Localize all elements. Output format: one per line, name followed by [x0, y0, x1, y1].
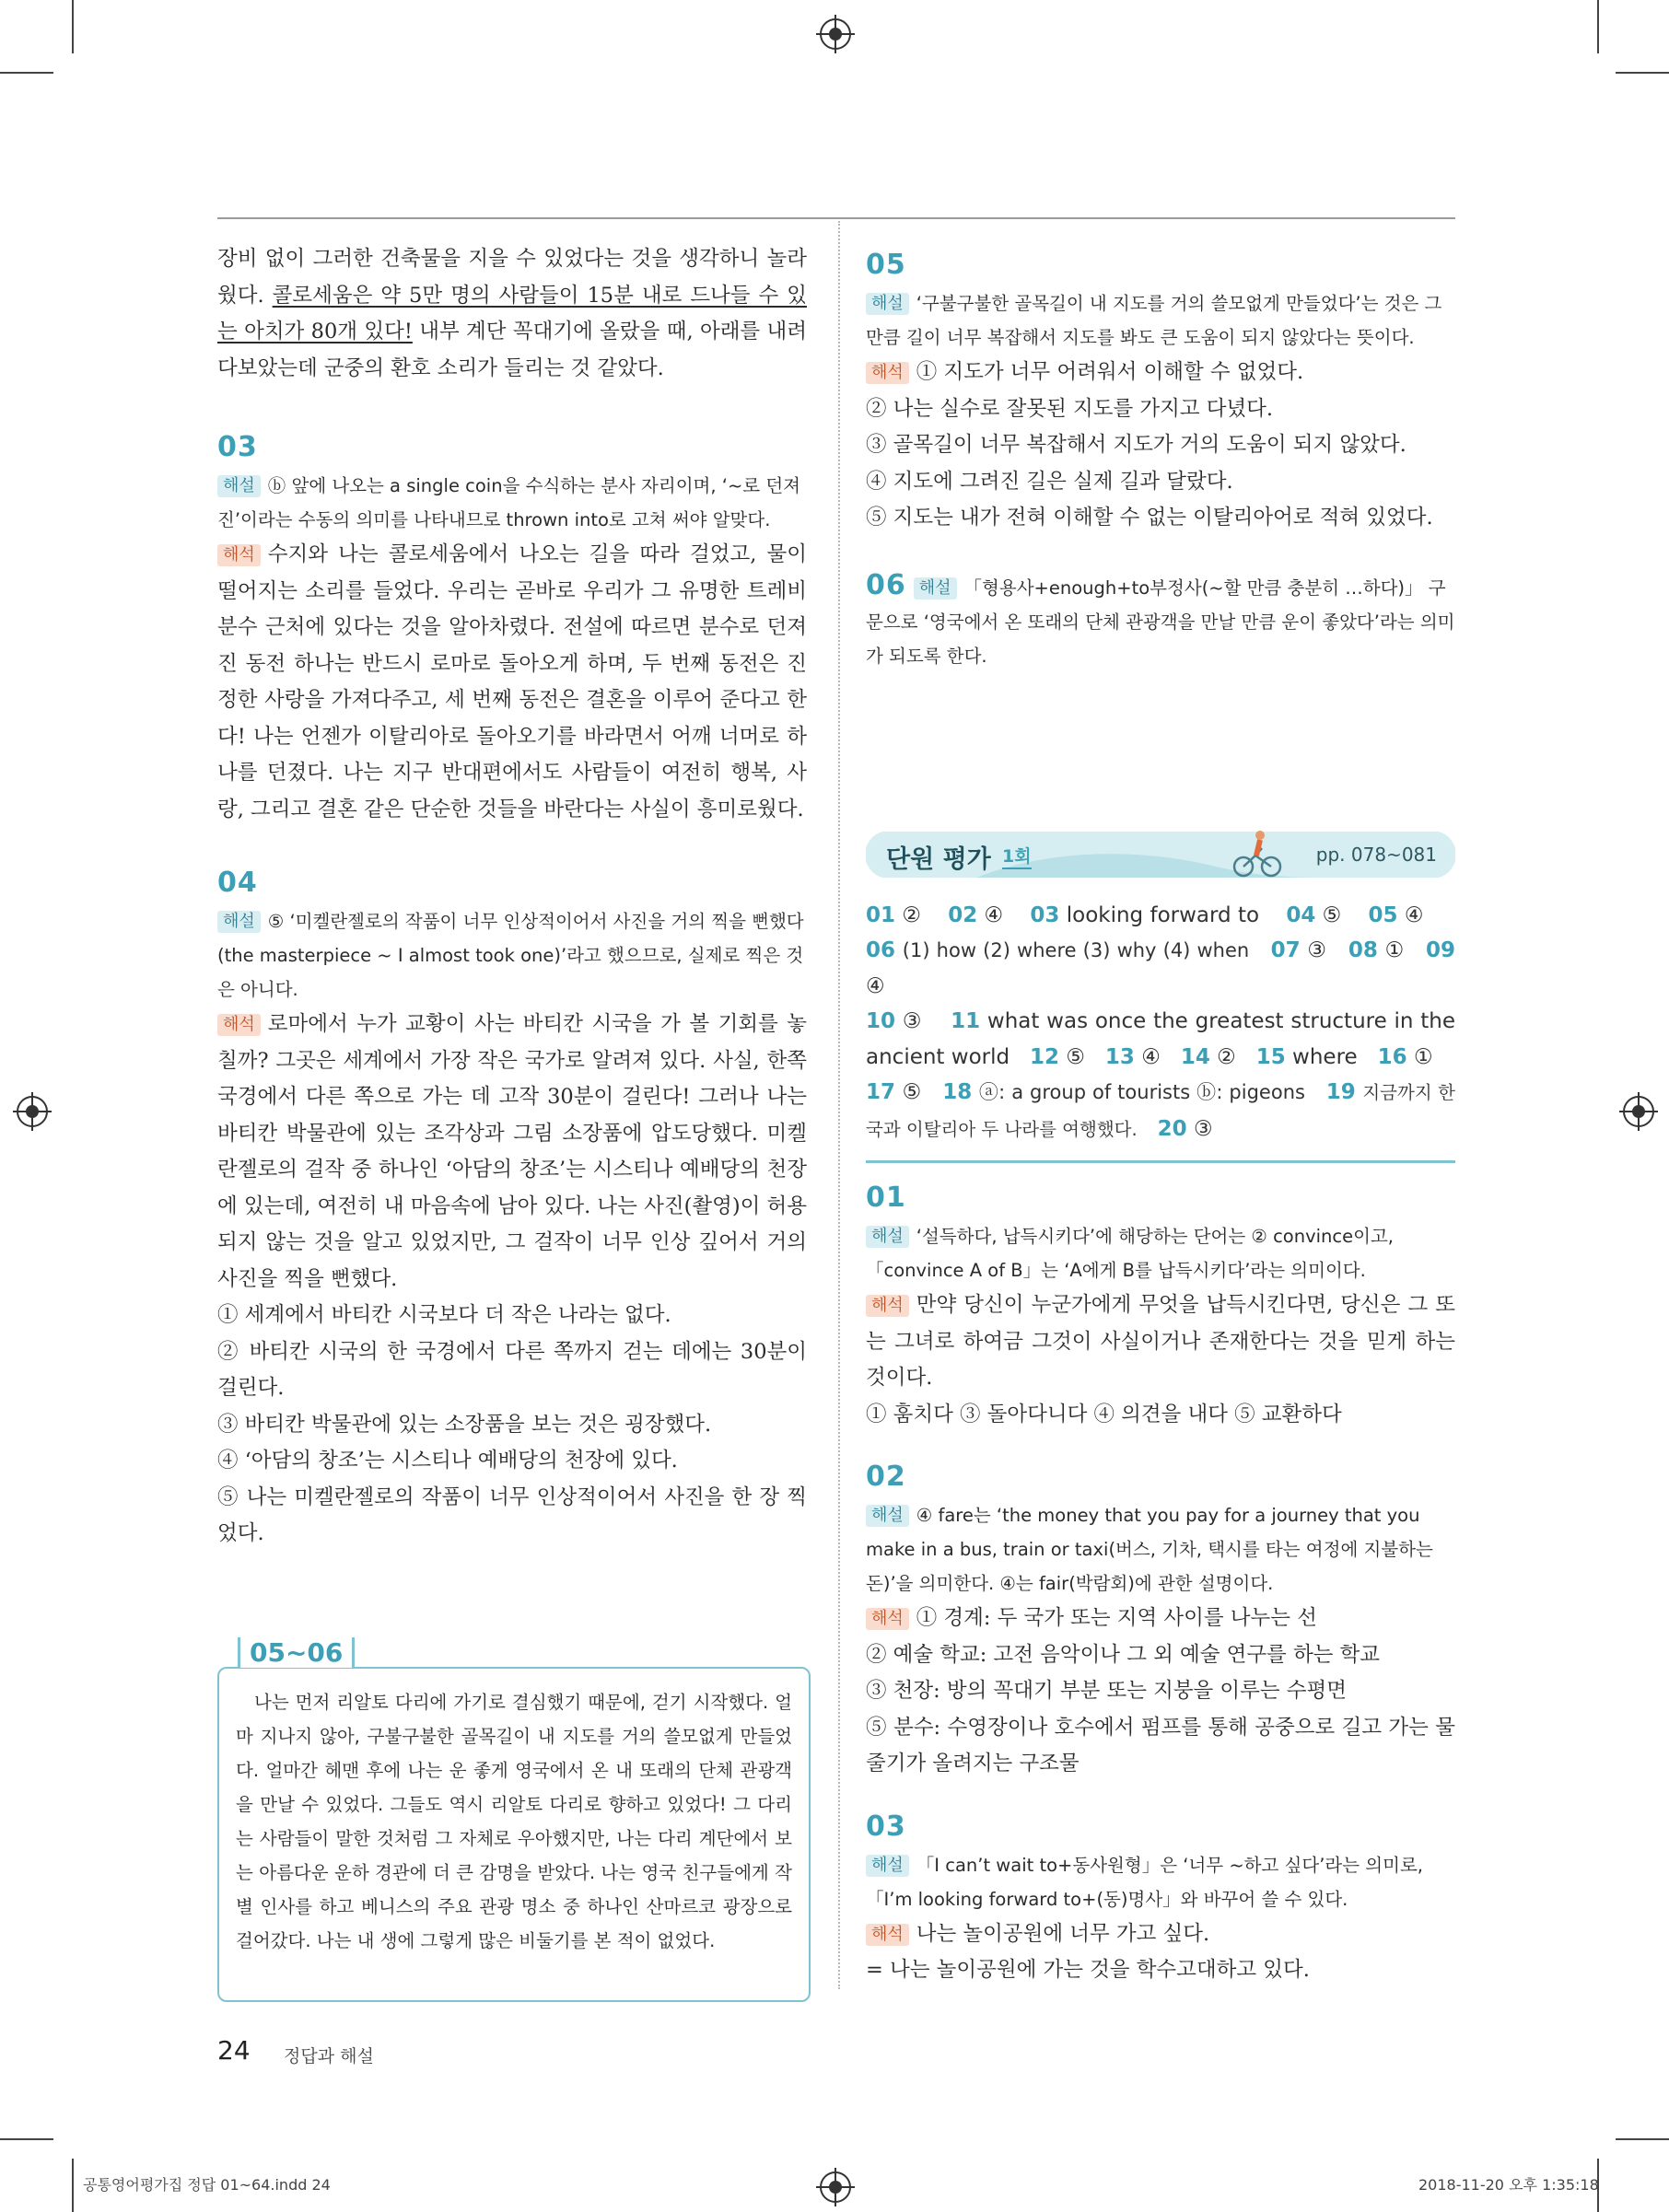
option: ② 바티칸 시국의 한 국경에서 다른 쪽까지 걷는 데에는 30분이 걸린다. — [217, 1339, 807, 1400]
crop-mark — [72, 2159, 74, 2212]
right-column — [866, 241, 1455, 1989]
translation: 해석 나는 놀이공원에 너무 가고 싶다. — [866, 1916, 1455, 1953]
answer-item: 03 looking forward to — [1030, 902, 1260, 927]
explanation: 해설 ‘설득하다, 납득시키다’에 해당하는 단어는 ② convince이고, 「convince A of B」는 ‘A에게 B를 납득시키다’라는 의미이다. — [866, 1226, 1394, 1281]
column-divider — [838, 221, 840, 1989]
answer-item: 04 ⑤ — [1286, 902, 1342, 927]
passage-text: 나는 먼저 리알토 다리에 가기로 결심했기 때문에, 걷기 시작했다. 얼마 지나지 않아, 구불구불한 골목길이 내 지도를 거의 쓸모없게 만들었다. 얼마간 헤맨 후에 나는 운 좋게 영국에서 온 내 또래의 단체 관광객을 만날 수 있었다. 그들도 역시 리알토 다리로 향하고 있었다! 그 다리는 사람들이 말한 것처럼 그 자체로 우아했지만, 나는 다리 계단에서 보는 아름다운 운하 경관에 더 큰 감명을 받았다. 나는 영국 친구들에게 작별 인사를 하고 베니스의 주요 관광 명소 중 하나인 산마르코 광장으로 걸어갔다. 나는 내 생에 그렇게 많은 비둘기를 본 적이 없었다. — [236, 1692, 792, 1951]
option: ⑤ 나는 미켈란젤로의 작품이 너무 인상적이어서 사진을 한 장 찍었다. — [217, 1484, 807, 1545]
answer-item: 06 (1) how (2) where (3) why (4) when — [866, 938, 1250, 962]
explanation: 06 해설 「형용사+enough+to부정사(~할 만큼 충분히 …하다)」 구문으로 ‘영국에서 온 또래의 단체 관광객을 만날 만큼 운이 좋았다’라는 의미가 되도록 한다. — [866, 568, 1455, 667]
translation: 해석 수지와 나는 콜로세움에서 나오는 길을 따라 걸었고, 물이 떨어지는 소리를 들었다. 우리는 곧바로 우리가 그 유명한 트레비 분수 근처에 있다는 것을 알아차렸다. 전설에 따르면 분수로 던져진 동전 하나는 반드시 로마로 돌아오게 하며, 두 번째 동전은 진정한 사랑을 가져다주고, 세 번째 동전은 결혼을 이루어 준다고 한다! 나는 언젠가 이탈리아로 돌아오기를 바라면서 어깨 너머로 하나를 던졌다. 나는 지구 반대편에서도 사람들이 여전히 행복, 사랑, 그리고 결혼 같은 단순한 것들을 바란다는 사실이 흥미로웠다. — [217, 542, 807, 821]
section-label: 03 — [866, 1810, 906, 1843]
option: ① 세계에서 바티칸 시국보다 더 작은 나라는 없다. — [217, 1303, 671, 1327]
explanation: 해설 ④ fare는 ‘the money that you pay for a journey that you make in a bus, train or taxi(버스, 기차, 택시를 타는 여정에 지불하는 돈)’을 의미한다. ④는 fair(박람회)에 관한 설명이다. — [866, 1505, 1433, 1594]
registration-mark-icon — [820, 2171, 851, 2203]
option: ① 훔치다 ③ 돌아다니다 ④ 의견을 내다 ⑤ 교환하다 — [866, 1402, 1342, 1426]
unit-assessment-banner — [866, 830, 1455, 879]
option: ⑤ 지도는 내가 전혀 이해할 수 없는 이탈리아어로 적혀 있었다. — [866, 506, 1433, 530]
footer-label: 정답과 해설 — [284, 2046, 374, 2066]
unit-pages: pp. 078~081 — [1315, 843, 1437, 866]
option: ③ 바티칸 박물관에 있는 소장품을 보는 것은 굉장했다. — [217, 1412, 712, 1437]
option: 해석 ① 경계: 두 국가 또는 지역 사이를 나누는 선 — [866, 1601, 1455, 1637]
option: ② 나는 실수로 잘못된 지도를 가지고 다녔다. — [866, 396, 1274, 421]
registration-mark-icon — [1623, 1096, 1654, 1127]
option: ④ ‘아담의 창조’는 시스티나 예배당의 천장에 있다. — [217, 1449, 678, 1473]
answer-item: 14 ② — [1180, 1044, 1236, 1069]
crop-mark — [1616, 72, 1669, 74]
answer-item: 10 ③ — [866, 1009, 922, 1033]
section-label: 04 — [217, 867, 258, 899]
crop-mark — [1616, 2138, 1669, 2140]
option: ③ 천장: 방의 꼭대기 부분 또는 지붕을 이루는 수평면 — [866, 1679, 1347, 1703]
section-label: 01 — [866, 1182, 906, 1214]
passage-label: 05~06 — [238, 1637, 355, 1668]
option: ⑤ 분수: 수영장이나 호수에서 펌프를 통해 공중으로 길고 가는 물줄기가 올려지는 구조물 — [866, 1715, 1455, 1775]
translation: 해석 로마에서 누가 교황이 사는 바티칸 시국을 가 볼 기회를 놓칠까? 그곳은 세계에서 가장 작은 국가로 알려져 있다. 사실, 한쪽 국경에서 다른 쪽으로 가는 데 고작 30분이 걸린다! 그러나 나는 바티칸 박물관에 있는 조각상과 그림 소장품에 압도당했다. 미켈란젤로의 걸작 중 하나인 ‘아담의 창조’는 시스티나 예배당의 천장에 있는데, 여전히 내 마음속에 남아 있다. 나는 사진(촬영)이 허용되지 않는 것을 알고 있었지만, 그 걸작이 너무 인상 깊어서 거의 사진을 찍을 뻔했다. — [217, 1012, 807, 1291]
explanation: 해설 「I can’t wait to+동사원형」은 ‘너무 ~하고 싶다’라는 의미로, 「I’m looking forward to+(동)명사」와 바꾸어 쓸 수 있다. — [866, 1854, 1423, 1910]
option: ④ 지도에 그려진 길은 실제 길과 달랐다. — [866, 469, 1233, 494]
left-column — [217, 241, 807, 1553]
file-name: 공통영어평가집 정답 01~64.indd 24 — [83, 2176, 331, 2194]
option: 해석 ① 지도가 너무 어려워서 이해할 수 없었다. — [866, 355, 1455, 391]
crop-mark — [1597, 0, 1599, 53]
section-label: 02 — [866, 1461, 906, 1493]
timestamp: 2018-11-20 오후 1:35:18 — [1418, 2176, 1599, 2194]
passage-box — [217, 1637, 811, 2002]
registration-mark-icon — [820, 18, 851, 50]
crop-mark — [0, 72, 53, 74]
answer-item: 16 ① — [1377, 1044, 1433, 1069]
page-number: 24 — [217, 2035, 251, 2066]
translation: 해석 만약 당신이 누군가에게 무엇을 납득시킨다면, 당신은 그 또는 그녀로 하여금 그것이 사실이거나 존재한다는 것을 믿게 하는 것이다. — [866, 1293, 1455, 1390]
answer-item: 18 ⓐ: a group of tourists ⓑ: pigeons — [942, 1080, 1305, 1104]
answer-item: 20 ③ — [1157, 1116, 1213, 1141]
section-label: 05 — [866, 249, 906, 281]
answer-item: 19 지금까지 한국과 이탈리아 두 나라를 여행했다. — [866, 1080, 1456, 1140]
option: ② 예술 학교: 고전 음악이나 그 외 예술 연구를 하는 학교 — [866, 1642, 1381, 1667]
answer-item: 11 what was once the greatest structure in the ancient world — [866, 1009, 1456, 1069]
answer-item: 12 ⑤ — [1030, 1044, 1085, 1069]
header-rule — [217, 217, 1455, 219]
option: ③ 골목길이 너무 복잡해서 지도가 거의 도움이 되지 않았다. — [866, 433, 1406, 457]
unit-title: 단원 평가 — [886, 844, 991, 874]
continued-translation: 장비 없이 그러한 건축물을 지을 수 있었다는 것을 생각하니 놀라웠다. 콜로세움은 약 5만 명의 사람들이 15분 내로 드나들 수 있는 아치가 80개 있다! 내부 계단 꼭대기에 올랐을 때, 아래를 내려다보았는데 군중의 환호 소리가 들리는 것 같았다. — [217, 247, 807, 380]
crop-mark — [72, 0, 74, 53]
answer-item: 17 ⑤ — [866, 1080, 922, 1104]
answer-item: 07 ③ — [1270, 938, 1327, 962]
crop-mark — [0, 2138, 53, 2140]
answer-item: 13 ④ — [1104, 1044, 1161, 1069]
registration-mark-icon — [17, 1096, 48, 1127]
answer-item: 09 ④ — [866, 938, 1456, 998]
explanation: 해설 ⓑ 앞에 나오는 a single coin을 수식하는 분사 자리이며, ‘~로 던져진’이라는 수동의 의미를 나타내므로 thrown into로 고쳐 써야 알맞다. — [217, 475, 801, 530]
answer-item: 05 ④ — [1368, 902, 1424, 927]
answer-divider — [866, 1160, 1455, 1163]
unit-badge: 1회 — [1002, 843, 1032, 869]
explanation: 해설 ‘구불구불한 골목길이 내 지도를 거의 쓸모없게 만들었다’는 것은 그만큼 길이 너무 복잡해서 지도를 봐도 큰 도움이 되지 않았다는 뜻이다. — [866, 293, 1442, 348]
answer-item: 01 ② — [866, 902, 921, 927]
section-label: 03 — [217, 431, 258, 463]
answer-item: 08 ① — [1348, 938, 1405, 962]
translation: = 나는 놀이공원에 가는 것을 학수고대하고 있다. — [866, 1958, 1310, 1982]
explanation: 해설 ⑤ ‘미켈란젤로의 작품이 너무 인상적이어서 사진을 거의 찍을 뻔했다(the masterpiece ~ I almost took one)’라고 했으므로, 실제로 찍은 것은 아니다. — [217, 911, 804, 1000]
answer-item: 02 ④ — [948, 902, 1004, 927]
answer-item: 15 where — [1255, 1044, 1358, 1069]
answer-list — [866, 898, 1455, 1148]
